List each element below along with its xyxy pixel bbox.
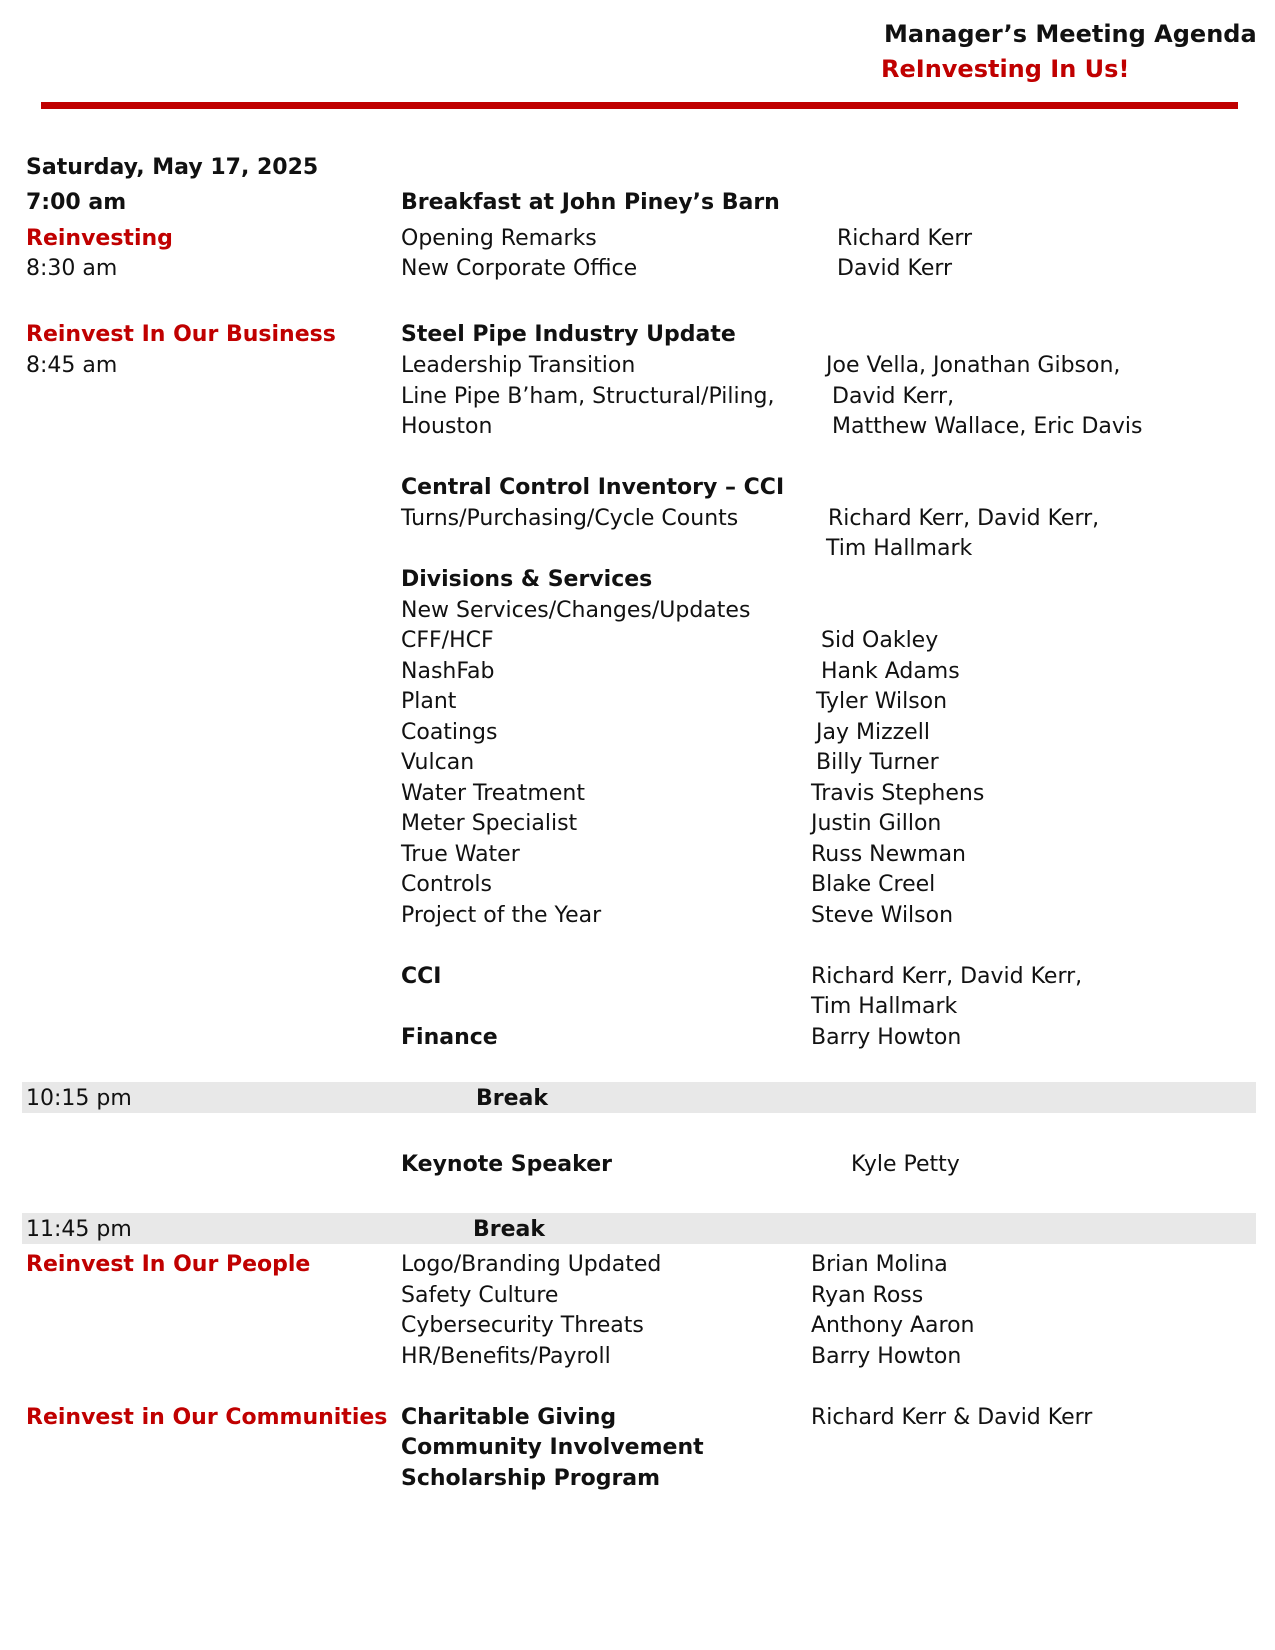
break-band xyxy=(22,1082,1256,1113)
speaker: Barry Howton xyxy=(811,1344,962,1369)
agenda-item: Water Treatment xyxy=(401,781,585,806)
agenda-item: Vulcan xyxy=(401,750,475,775)
section-heading: Reinvest In Our Business xyxy=(26,322,336,347)
agenda-item: True Water xyxy=(401,842,520,867)
agenda-item-heading: Scholarship Program xyxy=(401,1466,661,1491)
agenda-item: Project of the Year xyxy=(401,903,602,928)
speaker: Hank Adams xyxy=(821,659,960,684)
speaker: Kyle Petty xyxy=(851,1152,960,1177)
agenda-item: Safety Culture xyxy=(401,1283,559,1308)
speaker: Richard Kerr & David Kerr xyxy=(811,1405,1093,1430)
agenda-subtitle: ReInvesting In Us! xyxy=(881,55,1130,83)
agenda-item: Coatings xyxy=(401,720,498,745)
speaker: Richard Kerr, David Kerr, xyxy=(828,506,1100,531)
agenda-item-heading: Finance xyxy=(401,1025,498,1050)
time-label: 10:15 pm xyxy=(26,1086,132,1111)
speaker: Russ Newman xyxy=(811,842,966,867)
agenda-item: Plant xyxy=(401,689,457,714)
agenda-item-heading: CCI xyxy=(401,964,442,989)
break-label: Break xyxy=(473,1217,546,1242)
agenda-item: NashFab xyxy=(401,659,495,684)
time-label: 8:30 am xyxy=(26,256,118,281)
section-heading: Reinvesting xyxy=(26,226,173,251)
speaker: Richard Kerr, David Kerr, xyxy=(811,964,1083,989)
section-heading: Reinvest in Our Communities xyxy=(26,1405,388,1430)
agenda-item: Leadership Transition xyxy=(401,353,636,378)
speaker: Brian Molina xyxy=(811,1252,948,1277)
agenda-item: Turns/Purchasing/Cycle Counts xyxy=(401,506,739,531)
meeting-date: Saturday, May 17, 2025 xyxy=(26,155,319,180)
speaker: Richard Kerr xyxy=(837,226,973,251)
agenda-item: Cybersecurity Threats xyxy=(401,1313,644,1338)
break-label: Break xyxy=(476,1086,549,1111)
agenda-title: Manager’s Meeting Agenda xyxy=(884,20,1257,48)
speaker: Tim Hallmark xyxy=(811,994,958,1019)
agenda-item: HR/Benefits/Payroll xyxy=(401,1344,611,1369)
speaker: Steve Wilson xyxy=(811,903,954,928)
speaker: Travis Stephens xyxy=(811,781,985,806)
speaker: Blake Creel xyxy=(811,872,936,897)
speaker: Justin Gillon xyxy=(811,811,942,836)
break-band xyxy=(22,1213,1256,1244)
agenda-item: Meter Specialist xyxy=(401,811,578,836)
agenda-item: CFF/HCF xyxy=(401,628,494,653)
speaker: Barry Howton xyxy=(811,1025,962,1050)
speaker: Anthony Aaron xyxy=(811,1313,975,1338)
speaker: Matthew Wallace, Eric Davis xyxy=(832,414,1143,439)
agenda-item: Logo/Branding Updated xyxy=(401,1252,662,1277)
speaker: David Kerr xyxy=(837,256,953,281)
speaker: Sid Oakley xyxy=(821,628,939,653)
speaker: Joe Vella, Jonathan Gibson, xyxy=(826,353,1121,378)
agenda-item: Controls xyxy=(401,872,492,897)
agenda-item-heading: Breakfast at John Piney’s Barn xyxy=(401,190,780,215)
agenda-item-heading: Keynote Speaker xyxy=(401,1152,612,1177)
speaker: Tim Hallmark xyxy=(826,536,973,561)
section-heading: Reinvest In Our People xyxy=(26,1252,311,1277)
agenda-item-heading: Central Control Inventory – CCI xyxy=(401,475,785,500)
agenda-item: Houston xyxy=(401,414,493,439)
agenda-item-heading: Divisions & Services xyxy=(401,567,653,592)
speaker: Billy Turner xyxy=(816,750,939,775)
header-divider xyxy=(41,102,1238,109)
agenda-item-heading: Charitable Giving xyxy=(401,1405,617,1430)
time-label: 7:00 am xyxy=(26,190,127,215)
agenda-item-heading: Steel Pipe Industry Update xyxy=(401,322,736,347)
agenda-item: New Services/Changes/Updates xyxy=(401,598,751,623)
time-label: 11:45 pm xyxy=(26,1217,132,1242)
speaker: David Kerr, xyxy=(832,384,955,409)
speaker: Jay Mizzell xyxy=(816,720,930,745)
agenda-item: Opening Remarks xyxy=(401,226,597,251)
speaker: Ryan Ross xyxy=(811,1283,924,1308)
time-label: 8:45 am xyxy=(26,353,118,378)
agenda-item-heading: Community Involvement xyxy=(401,1435,704,1460)
agenda-item: Line Pipe B’ham, Structural/Piling, xyxy=(401,384,775,409)
speaker: Tyler Wilson xyxy=(816,689,948,714)
agenda-item: New Corporate Office xyxy=(401,256,638,281)
